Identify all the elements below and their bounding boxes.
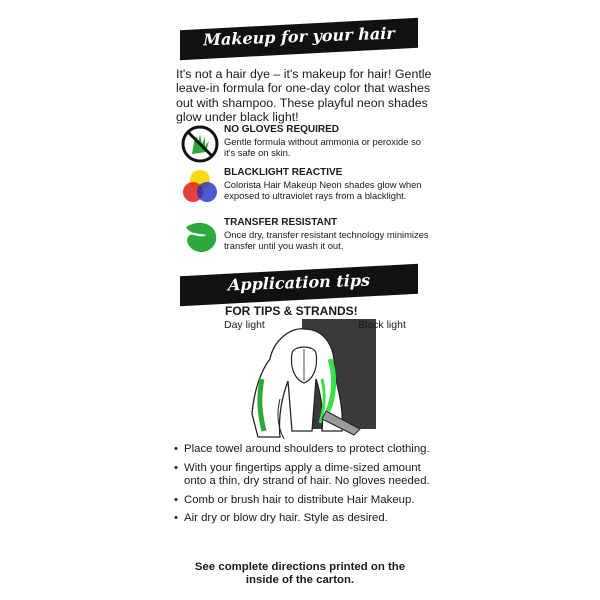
feature-desc: Colorista Hair Makeup Neon shades glow when exposed to ultraviolet rays from a blacklight.: [224, 179, 422, 202]
hair-illustration: [222, 319, 382, 445]
no-gloves-icon: [180, 124, 220, 164]
green-swatch-icon: [180, 217, 220, 257]
feature-title: BLACKLIGHT REACTIVE: [224, 167, 343, 178]
daylight-label: Day light: [224, 319, 265, 331]
tips-banner-title: Application tips: [227, 270, 371, 295]
list-item: • Comb or brush hair to distribute Hair Makeup.: [174, 494, 444, 508]
blacklight-label: Black light: [358, 319, 406, 331]
list-item: • Place towel around shoulders to protect clothing.: [174, 443, 444, 457]
feature-title: TRANSFER RESISTANT: [224, 217, 338, 228]
footer-note: See complete directions printed on the inside of the carton.: [194, 561, 406, 587]
list-item: • Air dry or blow dry hair. Style as desired.: [174, 512, 444, 526]
tips-heading: FOR TIPS & STRANDS!: [225, 304, 358, 318]
intro-text: It's not a hair dye – it's makeup for hair! Gentle leave-in formula for one-day color that washes out with shampoo. These playful neon shades glow under black light!: [176, 67, 432, 124]
steps-list: [174, 443, 444, 531]
feature-desc: Once dry, transfer resistant technology minimizes transfer until you wash it out.: [224, 229, 429, 252]
list-item: • With your fingertips apply a dime-sized amount onto a thin, dry strand of hair. No gloves needed.: [174, 462, 444, 489]
feature-desc: Gentle formula without ammonia or peroxide so it's safe on skin.: [224, 136, 421, 159]
header-banner: [180, 18, 418, 60]
feature-title: NO GLOVES REQUIRED: [224, 124, 340, 135]
banner-title: Makeup for your hair: [203, 23, 395, 50]
color-circles-icon: [180, 167, 220, 207]
tips-banner: [180, 264, 418, 306]
